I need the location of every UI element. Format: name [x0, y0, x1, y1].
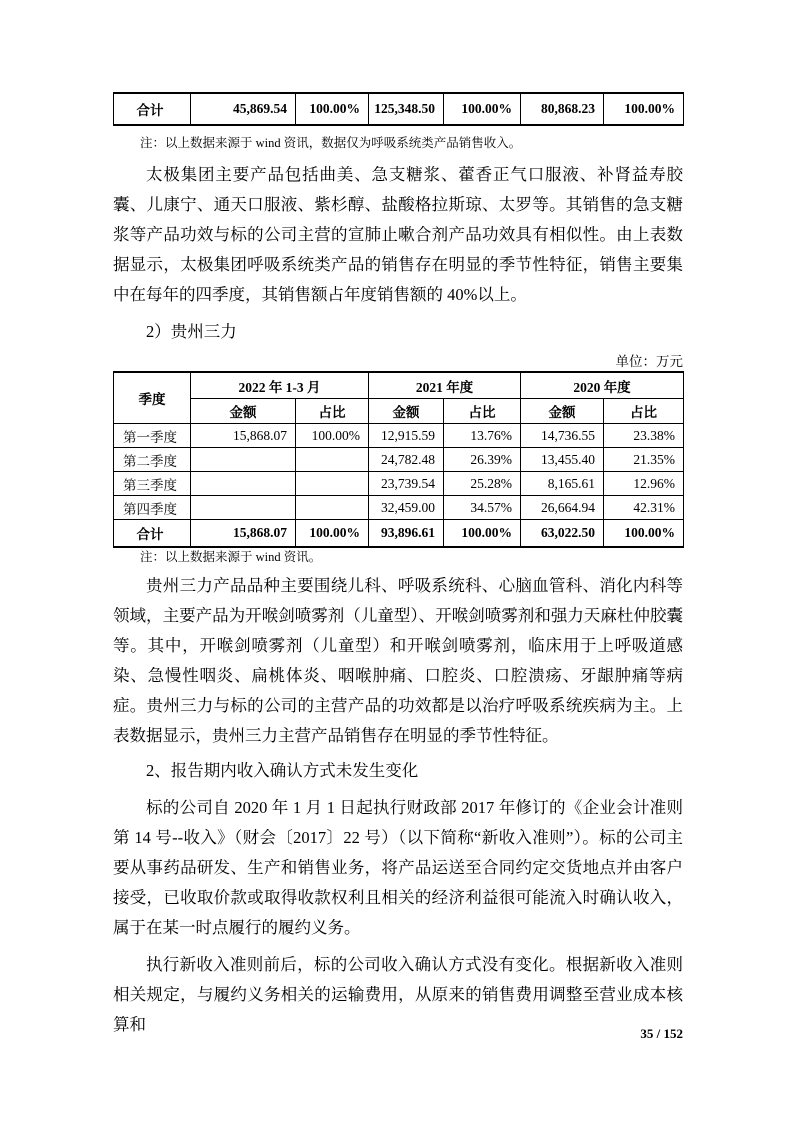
- amount-cell: 14,736.55: [521, 424, 604, 448]
- amount-cell: [191, 448, 296, 472]
- amount-header-cell: 金额: [191, 399, 296, 424]
- table-row: [114, 472, 684, 496]
- ratio-cell: 100.00%: [444, 93, 521, 125]
- ratio-cell: 42.31%: [604, 496, 684, 520]
- total-label-cell: 合计: [114, 93, 191, 125]
- ratio-cell: [296, 448, 369, 472]
- ratio-cell: 100.00%: [296, 93, 369, 125]
- unit-label: 单位：万元: [615, 354, 683, 369]
- page-number: 35 / 152: [640, 1026, 683, 1041]
- amount-cell: 23,739.54: [369, 472, 444, 496]
- period-header-cell: 2021 年度: [369, 372, 521, 399]
- ratio-cell: 13.76%: [444, 424, 521, 448]
- quarter-cell: 第一季度: [114, 424, 191, 448]
- table-row: [114, 93, 684, 125]
- amount-cell: 15,868.07: [191, 424, 296, 448]
- amount-cell: 8,165.61: [521, 472, 604, 496]
- amount-cell: 63,022.50: [521, 520, 604, 548]
- amount-header-cell: 金额: [369, 399, 444, 424]
- ratio-cell: [296, 472, 369, 496]
- paragraph-revenue-standard: 标的公司自 2020 年 1 月 1 日起执行财政部 2017 年修订的《企业会计准则第 14 号--收入》（财会〔2017〕22 号）（以下简称“新收入准则”）。标的公司主要从事药品研发、生产和销售业务，将产品运送至合同约定交货地点并由客户接受，已收取价款或取得收款权利且相关的经济利益很可能流入时确认收入，属于在某一时点履行的履约义务。: [113, 798, 683, 937]
- amount-cell: 13,455.40: [521, 448, 604, 472]
- amount-cell: 45,869.54: [191, 93, 296, 125]
- table-subheader-row: [114, 399, 684, 424]
- amount-cell: 26,664.94: [521, 496, 604, 520]
- heading-guizhou-sanli: 2）贵州三力: [146, 322, 237, 341]
- table-row: [114, 496, 684, 520]
- paragraph-guizhou-products: 贵州三力产品品种主要围绕儿科、呼吸系统科、心脑血管科、消化内科等领域，主要产品为开喉剑喷雾剂（儿童型）、开喉剑喷雾剂和强力天麻杜仲胶囊等。其中，开喉剑喷雾剂（儿童型）和开喉剑喷雾剂，临床用于上呼吸道感染、急慢性咽炎、扁桃体炎、咽喉肿痛、口腔炎、口腔溃疡、牙龈肿痛等病症。贵州三力与标的公司的主营产品的功效都是以治疗呼吸系统疾病为主。上表数据显示，贵州三力主营产品销售存在明显的季节性特征。: [113, 576, 683, 745]
- guizhou-sanli-quarterly-table: [113, 371, 684, 548]
- ratio-cell: 100.00%: [604, 520, 684, 548]
- amount-cell: [191, 472, 296, 496]
- ratio-cell: 12.96%: [604, 472, 684, 496]
- ratio-header-cell: 占比: [296, 399, 369, 424]
- ratio-cell: 26.39%: [444, 448, 521, 472]
- amount-header-cell: 金额: [521, 399, 604, 424]
- paragraph-revenue-change: 执行新收入准则前后，标的公司收入确认方式没有变化。根据新收入准则相关规定，与履约义务相关的运输费用，从原来的销售费用调整至营业成本核算和: [113, 955, 683, 1034]
- ratio-cell: 100.00%: [444, 520, 521, 548]
- amount-cell: [191, 496, 296, 520]
- amount-cell: 12,915.59: [369, 424, 444, 448]
- paragraph-taiji-products: 太极集团主要产品包括曲美、急支糖浆、藿香正气口服液、补肾益寿胶囊、儿康宁、通天口服液、紫杉醇、盐酸格拉斯琼、太罗等。其销售的急支糖浆等产品功效与标的公司主营的宣肺止嗽合剂产品功效具有相似性。由上表数据显示，太极集团呼吸系统类产品的销售存在明显的季节性特征，销售主要集中在每年的四季度，其销售额占年度销售额的 40%以上。: [113, 165, 683, 304]
- amount-cell: 93,896.61: [369, 520, 444, 548]
- ratio-cell: 100.00%: [296, 520, 369, 548]
- amount-cell: 24,782.48: [369, 448, 444, 472]
- ratio-cell: 100.00%: [296, 424, 369, 448]
- period-header-cell: 2022 年 1-3 月: [191, 372, 369, 399]
- quarter-cell: 第三季度: [114, 472, 191, 496]
- heading-revenue-recognition: 2、报告期内收入确认方式未发生变化: [146, 761, 419, 780]
- table-note: 注：以上数据来源于 wind 资讯，数据仅为呼吸系统类产品销售收入。: [140, 136, 522, 150]
- table-row: [114, 424, 684, 448]
- ratio-cell: 25.28%: [444, 472, 521, 496]
- amount-cell: 32,459.00: [369, 496, 444, 520]
- quarter-header-cell: 季度: [114, 372, 191, 424]
- ratio-header-cell: 占比: [444, 399, 521, 424]
- table-note: 注：以上数据来源于 wind 资讯。: [140, 550, 322, 564]
- table-header-row: [114, 372, 684, 399]
- ratio-cell: 23.38%: [604, 424, 684, 448]
- amount-cell: 125,348.50: [369, 93, 444, 125]
- ratio-header-cell: 占比: [604, 399, 684, 424]
- period-header-cell: 2020 年度: [521, 372, 684, 399]
- ratio-cell: 21.35%: [604, 448, 684, 472]
- amount-cell: 80,868.23: [521, 93, 604, 125]
- table-total-row: [114, 520, 684, 548]
- quarter-cell: 第二季度: [114, 448, 191, 472]
- ratio-cell: [296, 496, 369, 520]
- taiji-total-table: [113, 92, 684, 126]
- ratio-cell: 100.00%: [604, 93, 684, 125]
- quarter-cell: 第四季度: [114, 496, 191, 520]
- amount-cell: 15,868.07: [191, 520, 296, 548]
- table-row: [114, 448, 684, 472]
- ratio-cell: 34.57%: [444, 496, 521, 520]
- total-label-cell: 合计: [114, 520, 191, 548]
